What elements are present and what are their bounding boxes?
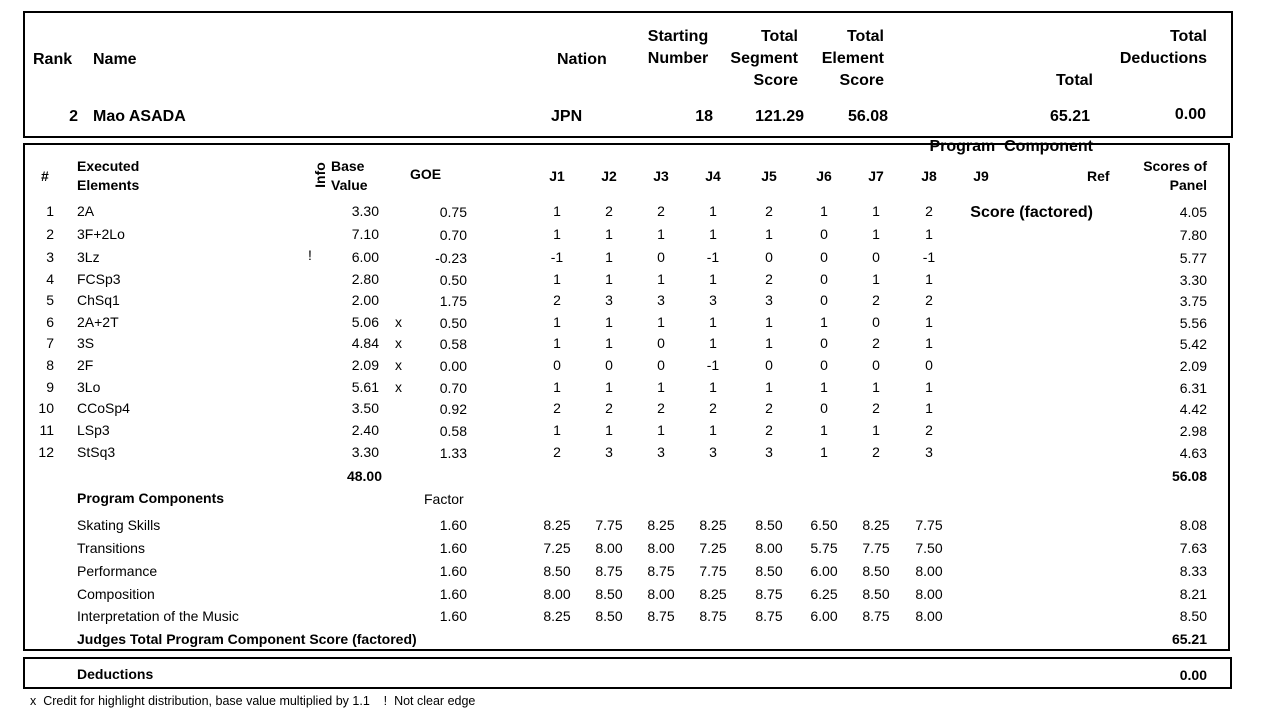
- panel-score: 4.63: [1179, 445, 1207, 461]
- judge-score: 1: [657, 379, 665, 395]
- element-number: 12: [38, 444, 54, 460]
- judge-score: 3: [765, 292, 773, 308]
- judge-header: J9: [973, 168, 989, 184]
- highlight-mark: x: [395, 335, 402, 351]
- judge-score: 2: [553, 444, 561, 460]
- judge-header: J2: [601, 168, 617, 184]
- judge-score: 0: [765, 357, 773, 373]
- component-judge-score: 7.25: [699, 540, 727, 556]
- judge-score: 1: [605, 226, 613, 242]
- judge-score: 1: [553, 422, 561, 438]
- judge-score: 1: [605, 379, 613, 395]
- judge-score: 2: [765, 271, 773, 287]
- base-value: 5.06: [351, 314, 379, 330]
- component-factor: 1.60: [439, 563, 467, 579]
- component-panel-score: 8.50: [1179, 608, 1207, 624]
- component-judge-score: 8.00: [647, 586, 675, 602]
- component-judge-score: 6.00: [810, 563, 838, 579]
- component-judge-score: 8.25: [862, 517, 890, 533]
- judge-score: 1: [820, 314, 828, 330]
- panel-score: 4.05: [1179, 204, 1207, 220]
- component-judge-score: 7.75: [699, 563, 727, 579]
- component-judge-score: 8.75: [699, 608, 727, 624]
- judge-score: 0: [657, 335, 665, 351]
- ref-header: Ref: [1087, 168, 1110, 184]
- deductions-header: Total Deductions: [1119, 28, 1207, 67]
- element-number: 8: [46, 357, 54, 373]
- judge-score: 1: [553, 379, 561, 395]
- judge-score: 1: [657, 226, 665, 242]
- component-name: Skating Skills: [77, 517, 161, 533]
- judge-score: 2: [709, 400, 717, 416]
- judge-score: 1: [765, 379, 773, 395]
- judge-score: 3: [605, 292, 613, 308]
- judge-score: 2: [872, 335, 880, 351]
- judge-score: 1: [553, 271, 561, 287]
- panel-score: 2.09: [1179, 358, 1207, 374]
- goe-value: 1.33: [439, 445, 467, 461]
- judge-score: 0: [657, 249, 665, 265]
- info-mark: !: [308, 247, 312, 263]
- component-judge-score: 8.00: [915, 563, 943, 579]
- element-code: FCSp3: [77, 271, 121, 287]
- element-number: 1: [46, 203, 54, 219]
- judge-score: 2: [657, 400, 665, 416]
- judge-score: 1: [709, 422, 717, 438]
- judge-score: 2: [605, 400, 613, 416]
- program-components-title: Program Components: [77, 490, 225, 506]
- tss-header: Total Segment Score: [730, 28, 798, 89]
- judge-score: 1: [925, 400, 933, 416]
- component-panel-score: 8.33: [1179, 563, 1207, 579]
- num-header: #: [41, 168, 49, 184]
- element-code: LSp3: [77, 422, 110, 438]
- element-code: 2A: [77, 203, 95, 219]
- nation-value: JPN: [551, 108, 583, 125]
- component-judge-score: 8.00: [755, 540, 783, 556]
- judge-score: 0: [872, 314, 880, 330]
- judge-score: 0: [820, 400, 828, 416]
- goe-value: -0.23: [435, 250, 467, 266]
- element-code: 2A+2T: [77, 314, 119, 330]
- component-panel-score: 7.63: [1179, 540, 1207, 556]
- component-factor: 1.60: [439, 540, 467, 556]
- base-value: 3.30: [351, 444, 379, 460]
- panel-score: 3.75: [1179, 293, 1207, 309]
- judge-score: 1: [872, 379, 880, 395]
- judge-score: 2: [765, 422, 773, 438]
- judge-score: 2: [925, 292, 933, 308]
- judge-score: 2: [925, 422, 933, 438]
- component-name: Performance: [77, 563, 158, 579]
- judge-header: J4: [705, 168, 721, 184]
- judge-score: 2: [553, 292, 561, 308]
- judge-score: 2: [605, 203, 613, 219]
- judge-score: 3: [709, 444, 717, 460]
- component-judge-score: 8.00: [915, 586, 943, 602]
- judge-score: 2: [765, 203, 773, 219]
- component-judge-score: 6.00: [810, 608, 838, 624]
- element-number: 6: [46, 314, 54, 330]
- goe-header: GOE: [410, 166, 442, 182]
- component-panel-score: 8.08: [1179, 517, 1207, 533]
- executed-elements-header: Executed Elements: [77, 158, 140, 193]
- judge-score: 3: [709, 292, 717, 308]
- base-value-total: 48.00: [346, 468, 382, 484]
- judge-score: 1: [872, 271, 880, 287]
- panel-score: 7.80: [1179, 227, 1207, 243]
- judge-score: -1: [706, 357, 720, 373]
- judge-score: 1: [925, 226, 933, 242]
- judge-score: 1: [820, 422, 828, 438]
- component-name: Transitions: [77, 540, 145, 556]
- judge-score: 0: [605, 357, 613, 373]
- component-judge-score: 8.25: [543, 608, 571, 624]
- judge-score: 1: [925, 271, 933, 287]
- judge-header: J6: [816, 168, 832, 184]
- component-judge-score: 8.25: [543, 517, 571, 533]
- judge-score: 1: [765, 335, 773, 351]
- judge-score: 1: [657, 422, 665, 438]
- component-judge-score: 8.75: [862, 608, 890, 624]
- panel-score: 5.56: [1179, 315, 1207, 331]
- component-judge-score: 8.75: [647, 608, 675, 624]
- component-judge-score: 8.00: [647, 540, 675, 556]
- pcs-header: Total Program Component Score (factored): [929, 72, 1093, 221]
- judge-score: 0: [872, 357, 880, 373]
- judge-header: J5: [761, 168, 777, 184]
- judge-score: 3: [925, 444, 933, 460]
- goe-value: 0.92: [439, 401, 467, 417]
- element-number: 4: [46, 271, 54, 287]
- judge-score: 0: [820, 249, 828, 265]
- judge-score: 1: [605, 422, 613, 438]
- component-judge-score: 8.50: [862, 563, 890, 579]
- component-judge-score: 8.25: [699, 517, 727, 533]
- judge-score: -1: [706, 249, 720, 265]
- element-number: 11: [39, 422, 54, 438]
- judge-score: 3: [605, 444, 613, 460]
- element-code: 3S: [77, 335, 95, 351]
- judge-score: 1: [872, 226, 880, 242]
- rank-header: Rank: [33, 51, 73, 68]
- component-factor: 1.60: [439, 608, 467, 624]
- goe-value: 0.58: [439, 336, 467, 352]
- judge-score: 1: [820, 379, 828, 395]
- elements-panel-total: 56.08: [1171, 468, 1207, 484]
- panel-score: 5.77: [1179, 250, 1207, 266]
- starting-number-value: 18: [695, 108, 713, 125]
- goe-value: 0.00: [439, 358, 467, 374]
- element-number: 7: [46, 335, 54, 351]
- pcs-total-label: Judges Total Program Component Score (factored): [77, 631, 417, 647]
- judge-score: 2: [872, 292, 880, 308]
- component-judge-score: 7.75: [862, 540, 890, 556]
- component-judge-score: 8.25: [699, 586, 727, 602]
- judge-score: 0: [820, 226, 828, 242]
- pcs-value: 65.21: [1049, 108, 1090, 125]
- element-code: CCoSp4: [77, 400, 130, 416]
- judge-score: 0: [553, 357, 561, 373]
- judge-score: 2: [872, 400, 880, 416]
- deductions-label: Deductions: [77, 666, 154, 682]
- judge-score: 1: [925, 335, 933, 351]
- base-value: 2.09: [351, 357, 379, 373]
- component-judge-score: 8.00: [915, 608, 943, 624]
- judge-score: 1: [657, 271, 665, 287]
- base-value: 3.50: [351, 400, 379, 416]
- goe-value: 0.75: [439, 204, 467, 220]
- component-judge-score: 7.75: [595, 517, 623, 533]
- rank-value: 2: [69, 108, 78, 125]
- component-judge-score: 8.75: [755, 608, 783, 624]
- tss-value: 121.29: [755, 108, 804, 125]
- judge-score: 1: [709, 314, 717, 330]
- element-code: StSq3: [77, 444, 116, 460]
- judge-score: 2: [765, 400, 773, 416]
- judge-score: 0: [820, 292, 828, 308]
- nation-header: Nation: [557, 51, 607, 68]
- goe-value: 0.50: [439, 315, 467, 331]
- base-value: 3.30: [351, 203, 379, 219]
- judge-header: J1: [549, 168, 565, 184]
- component-judge-score: 8.25: [647, 517, 675, 533]
- judge-score: 1: [820, 444, 828, 460]
- panel-score: 5.42: [1179, 336, 1207, 352]
- judge-score: 0: [820, 357, 828, 373]
- highlight-mark: x: [395, 314, 402, 330]
- element-number: 5: [46, 292, 54, 308]
- component-judge-score: 8.50: [595, 586, 623, 602]
- judge-header: J7: [868, 168, 884, 184]
- judge-score: 3: [657, 292, 665, 308]
- judge-score: 2: [657, 203, 665, 219]
- deductions-box: [23, 657, 1232, 689]
- judge-score: 3: [765, 444, 773, 460]
- element-number: 10: [38, 400, 54, 416]
- judge-score: 1: [605, 335, 613, 351]
- judge-score: 0: [872, 249, 880, 265]
- component-judge-score: 8.75: [647, 563, 675, 579]
- judge-score: 0: [925, 357, 933, 373]
- judge-header: J3: [653, 168, 669, 184]
- judge-score: 1: [605, 314, 613, 330]
- component-judge-score: 6.25: [810, 586, 838, 602]
- tes-value: 56.08: [847, 108, 888, 125]
- judge-score: 1: [605, 271, 613, 287]
- judge-score: 1: [553, 314, 561, 330]
- component-judge-score: 7.25: [543, 540, 571, 556]
- component-judge-score: 8.50: [862, 586, 890, 602]
- element-code: 3Lo: [77, 379, 101, 395]
- base-value: 7.10: [351, 226, 379, 242]
- goe-value: 0.50: [439, 272, 467, 288]
- judge-score: 1: [925, 314, 933, 330]
- judge-score: 0: [820, 271, 828, 287]
- skater-name: Mao ASADA: [93, 108, 186, 125]
- judge-score: 1: [765, 226, 773, 242]
- judge-score: 1: [709, 226, 717, 242]
- judge-score: 0: [820, 335, 828, 351]
- judge-score: 1: [709, 379, 717, 395]
- panel-header: Scores of Panel: [1143, 158, 1207, 193]
- judge-score: -1: [922, 249, 936, 265]
- judge-score: 1: [709, 203, 717, 219]
- judge-score: 1: [820, 203, 828, 219]
- goe-value: 1.75: [439, 293, 467, 309]
- judge-score: 0: [765, 249, 773, 265]
- component-judge-score: 8.50: [755, 563, 783, 579]
- base-value: 6.00: [351, 249, 379, 265]
- goe-value: 0.70: [439, 227, 467, 243]
- base-value: 4.84: [351, 335, 379, 351]
- judge-score: 1: [553, 335, 561, 351]
- component-judge-score: 8.50: [595, 608, 623, 624]
- highlight-mark: x: [395, 357, 402, 373]
- component-judge-score: 6.50: [810, 517, 838, 533]
- component-judge-score: 8.75: [755, 586, 783, 602]
- element-code: 2F: [77, 357, 94, 373]
- judge-score: 1: [709, 335, 717, 351]
- component-judge-score: 8.75: [595, 563, 623, 579]
- footnote: x Credit for highlight distribution, base value multiplied by 1.1 ! Not clear edge: [30, 694, 476, 708]
- element-number: 3: [46, 249, 54, 265]
- component-name: Interpretation of the Music: [77, 608, 239, 624]
- pcs-total-value: 65.21: [1171, 631, 1207, 647]
- element-number: 9: [46, 379, 54, 395]
- component-judge-score: 8.50: [755, 517, 783, 533]
- base-value-header: Base Value: [331, 158, 368, 193]
- judge-score: 3: [657, 444, 665, 460]
- name-header: Name: [93, 51, 137, 68]
- component-judge-score: 7.50: [915, 540, 943, 556]
- panel-score: 6.31: [1179, 380, 1207, 396]
- judge-score: 2: [872, 444, 880, 460]
- judge-score: 1: [765, 314, 773, 330]
- tes-header: Total Element Score: [821, 28, 884, 89]
- factor-label: Factor: [424, 491, 464, 507]
- info-header: Info: [312, 162, 328, 188]
- goe-value: 0.58: [439, 423, 467, 439]
- element-code: ChSq1: [77, 292, 120, 308]
- judge-score: 1: [657, 314, 665, 330]
- highlight-mark: x: [395, 379, 402, 395]
- element-number: 2: [46, 226, 54, 242]
- judge-score: 1: [553, 203, 561, 219]
- judge-score: 2: [925, 203, 933, 219]
- deductions-value: 0.00: [1174, 106, 1206, 123]
- component-panel-score: 8.21: [1179, 586, 1207, 602]
- base-value: 2.80: [351, 271, 379, 287]
- base-value: 2.40: [351, 422, 379, 438]
- judge-score: -1: [550, 249, 564, 265]
- judge-score: 1: [553, 226, 561, 242]
- component-factor: 1.60: [439, 517, 467, 533]
- base-value: 5.61: [351, 379, 379, 395]
- component-judge-score: 8.00: [543, 586, 571, 602]
- judge-score: 1: [872, 203, 880, 219]
- element-code: 3Lz: [77, 249, 100, 265]
- judge-score: 2: [553, 400, 561, 416]
- judge-score: 0: [657, 357, 665, 373]
- component-factor: 1.60: [439, 586, 467, 602]
- component-judge-score: 8.00: [595, 540, 623, 556]
- component-judge-score: 7.75: [915, 517, 943, 533]
- element-code: 3F+2Lo: [77, 226, 125, 242]
- starting-number-header: Starting Number: [647, 28, 709, 67]
- panel-score: 4.42: [1179, 401, 1207, 417]
- panel-score: 3.30: [1179, 272, 1207, 288]
- deductions-total-value: 0.00: [1179, 667, 1207, 683]
- judge-header: J8: [921, 168, 937, 184]
- base-value: 2.00: [351, 292, 379, 308]
- component-name: Composition: [77, 586, 155, 602]
- judge-score: 1: [925, 379, 933, 395]
- panel-score: 2.98: [1179, 423, 1207, 439]
- component-judge-score: 5.75: [810, 540, 838, 556]
- judge-score: 1: [709, 271, 717, 287]
- component-judge-score: 8.50: [543, 563, 571, 579]
- judge-score: 1: [872, 422, 880, 438]
- goe-value: 0.70: [439, 380, 467, 396]
- judge-score: 1: [605, 249, 613, 265]
